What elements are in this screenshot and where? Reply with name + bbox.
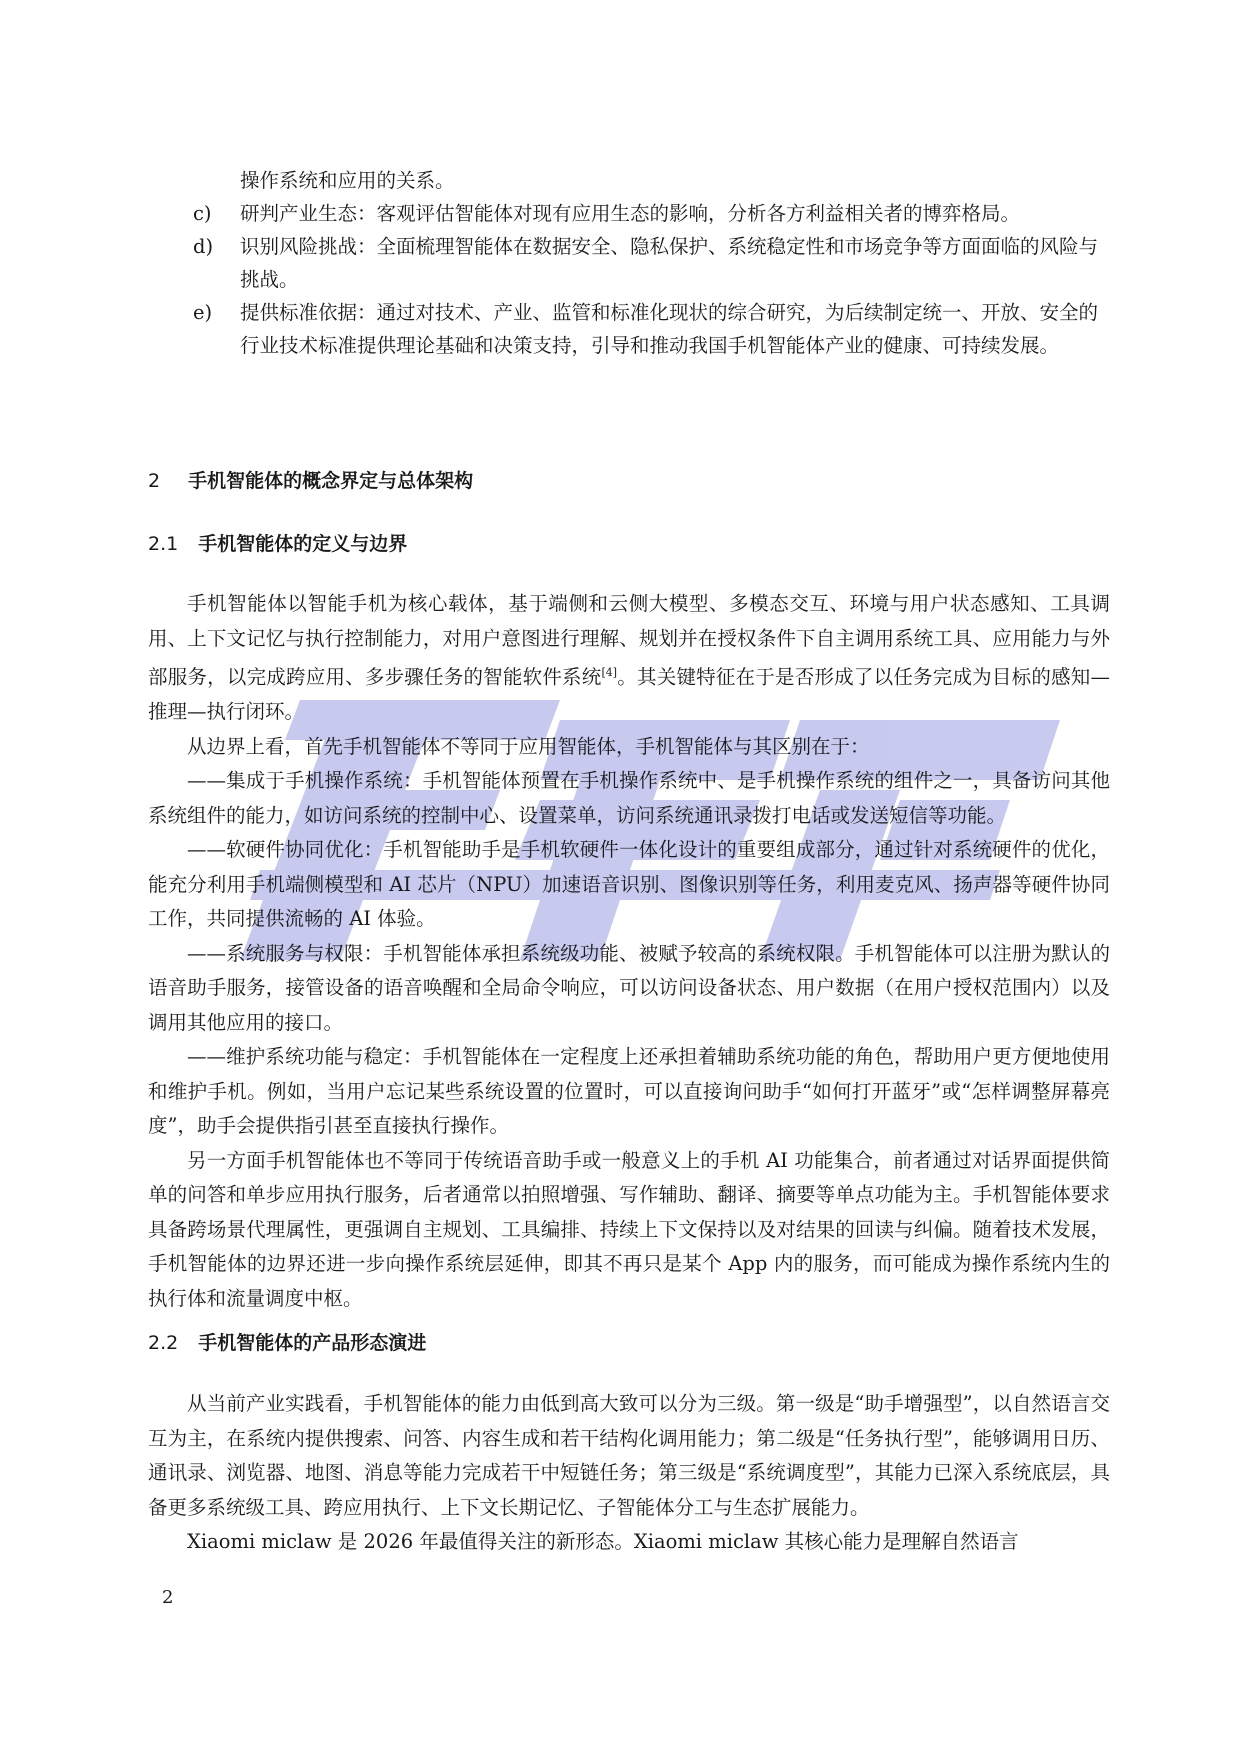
paragraph-hw-sw: ——软硬件协同优化：手机智能助手是手机软硬件一体化设计的重要组成部分，通过针对系统硬件的优化，能充分利用手机端侧模型和 AI 芯片（NPU）加速语音识别、图像识别等任务，利用麦克风、扬声器等硬件协同工作，共同提供流畅的 AI 体验。: [148, 838, 1110, 930]
list-item-e: [193, 296, 1113, 362]
section-2-1-body: [148, 587, 1110, 1316]
list-item-d: [193, 230, 1113, 296]
paragraph-distinction: 另一方面手机智能体也不等同于传统语音助手或一般意义上的手机 AI 功能集合，前者通过对话界面提供简单的问答和单步应用执行服务，后者通常以拍照增强、写作辅助、翻译、摘要等单点功能为主。手机智能体要求具备跨场景代理属性，更强调自主规划、工具编排、持续上下文保持以及对结果的回读与纠偏。随着技术发展，手机智能体的边界还进一步向操作系统层延伸，即其不再只是某个 App 内的服务，而可能成为操作系统内生的执行体和流量调度中枢。: [148, 1148, 1110, 1310]
section-2-1-heading: [148, 529, 407, 556]
page-number: 2: [162, 1587, 174, 1608]
list-label: d): [193, 235, 214, 258]
paragraph-os-integration: ——集成于手机操作系统：手机智能体预置在手机操作系统中、是手机操作系统的组件之一，具备访问其他系统组件的能力，如访问系统的控制中心、设置菜单，访问系统通讯录拨打电话或发送短信等功能。: [148, 769, 1110, 827]
section-title: 手机智能体的定义与边界: [198, 533, 408, 555]
paragraph-boundary: 从边界上看，首先手机智能体不等同于应用智能体，手机智能体与其区别在于：: [187, 734, 870, 758]
citation-ref[interactable]: [4]: [601, 666, 618, 679]
section-2-2-body: [148, 1387, 1110, 1560]
paragraph-permissions: ——系统服务与权限：手机智能体承担系统级功能、被赋予较高的系统权限。手机智能体可以注册为默认的语音助手服务，接管设备的语音唤醒和全局命令响应，可以访问设备状态、用户数据（在用户授权范围内）以及调用其他应用的接口。: [148, 941, 1110, 1034]
paragraph-text: 手机智能体以智能手机为核心载体，基于端侧和云侧大模型、多模态交互、环境与用户状态感知、工具调用、上下文记忆与执行控制能力，对用户意图进行理解、规划并在授权条件下自主调用系统工具、应用能力与外部服务，以完成跨应用、多步骤任务的智能软件系统: [148, 592, 1110, 689]
section-number: 2.1: [148, 533, 179, 555]
paragraph-definition: [148, 587, 1110, 730]
section-number: 2.2: [148, 1332, 179, 1354]
section-title: 手机智能体的产品形态演进: [198, 1332, 427, 1354]
section-title: 手机智能体的概念界定与总体架构: [188, 470, 474, 492]
list-text: 识别风险挑战：全面梳理智能体在数据安全、隐私保护、系统稳定性和市场竞争等方面面临的风险与挑战。: [240, 235, 1099, 291]
list-text: 研判产业生态：客观评估智能体对现有应用生态的影响，分析各方利益相关者的博弈格局。: [240, 202, 1021, 225]
section-2-2-heading: [148, 1328, 426, 1355]
paragraph-text: 。其关键特征在于是否形成了以任务完成为目标的感知—推理—执行闭环。: [148, 665, 1110, 723]
list-label: e): [193, 301, 213, 324]
list-continuation: 操作系统和应用的关系。: [240, 169, 455, 192]
list-label: c): [193, 202, 212, 225]
list-text: 提供标准依据：通过对技术、产业、监管和标准化现状的综合研究，为后续制定统一、开放、安全的行业技术标准提供理论基础和决策支持，引导和推动我国手机智能体产业的健康、可持续发展。: [240, 301, 1099, 357]
section-2-heading: [148, 466, 473, 493]
paragraph-maintenance: ——维护系统功能与稳定：手机智能体在一定程度上还承担着辅助系统功能的角色，帮助用户更方便地使用和维护手机。例如，当用户忘记某些系统设置的位置时，可以直接询问助手“如何打开蓝牙”或“怎样调整屏幕亮度”，助手会提供指引甚至直接执行操作。: [148, 1045, 1110, 1137]
paragraph-miclaw: Xiaomi miclaw 是 2026 年最值得关注的新形态。Xiaomi miclaw 其核心能力是理解自然语言: [187, 1530, 1019, 1553]
list-item-c: [193, 197, 1113, 230]
objective-list: [193, 164, 1113, 362]
paragraph-levels: 从当前产业实践看，手机智能体的能力由低到高大致可以分为三级。第一级是“助手增强型”，以自然语言交互为主，在系统内提供搜索、问答、内容生成和若干结构化调用能力；第二级是“任务执行型”，能够调用日历、通讯录、浏览器、地图、消息等能力完成若干中短链任务；第三级是“系统调度型”，其能力已深入系统底层，具备更多系统级工具、跨应用执行、上下文长期记忆、子智能体分工与生态扩展能力。: [148, 1392, 1110, 1519]
section-number: 2: [148, 470, 161, 492]
